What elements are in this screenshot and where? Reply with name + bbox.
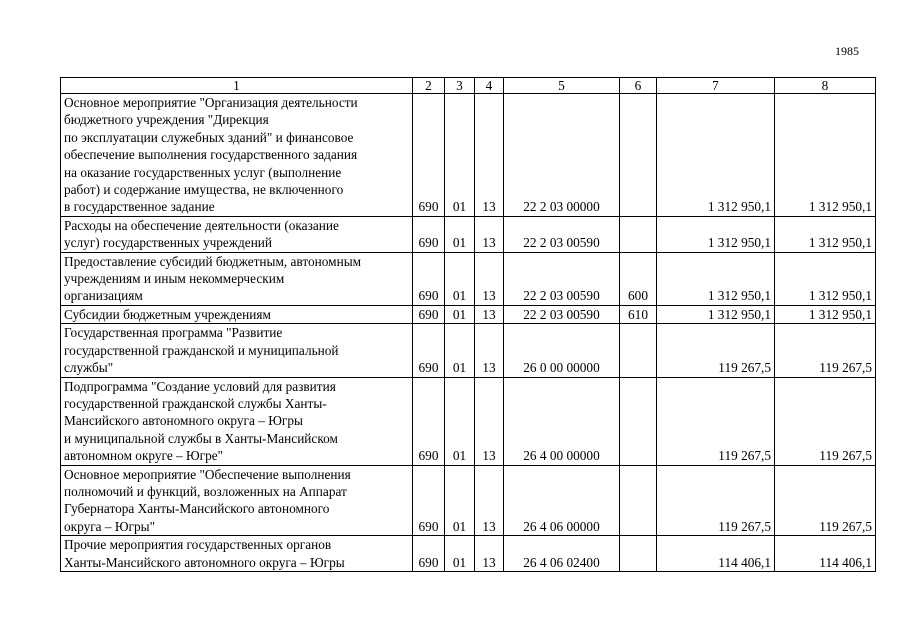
description-line: организациям	[64, 288, 143, 304]
target-article-cell: 22 2 03 00590	[504, 305, 620, 323]
header-cell: 5	[504, 78, 620, 94]
description-line: округа – Югры"	[64, 518, 156, 534]
amount-cell: 1 312 950,1	[775, 252, 876, 305]
expense-type-cell	[620, 216, 657, 252]
table-row	[61, 324, 876, 377]
subsection-code-cell: 13	[475, 536, 504, 572]
subsection-code-cell: 13	[475, 465, 504, 536]
description-line: по эксплуатации служебных зданий" и финансовое	[64, 129, 354, 145]
table-body	[61, 94, 876, 572]
amount-cell: 114 406,1	[657, 536, 775, 572]
description-line: обеспечение выполнения государственного задания	[64, 147, 358, 163]
description-line: учреждениям и иным некоммерческим	[64, 271, 285, 287]
amount-cell: 1 312 950,1	[657, 252, 775, 305]
description-line: Основное мероприятие "Обеспечение выполнения	[64, 466, 351, 482]
admin-code-cell: 690	[413, 324, 445, 377]
header-cell: 7	[657, 78, 775, 94]
section-code-cell: 01	[445, 252, 475, 305]
row-description	[61, 377, 413, 465]
description-line: и муниципальной службы в Ханты-Мансийском	[64, 430, 338, 446]
header-cell: 1	[61, 78, 413, 94]
amount-cell: 119 267,5	[775, 377, 876, 465]
admin-code-cell: 690	[413, 465, 445, 536]
amount-cell: 1 312 950,1	[775, 94, 876, 217]
description-line: Подпрограмма "Создание условий для развития	[64, 378, 336, 394]
row-description	[61, 536, 413, 572]
table-row	[61, 377, 876, 465]
description-line: работ) и содержание имущества, не включенного	[64, 182, 344, 198]
table-row	[61, 305, 876, 323]
description-line: полномочий и функций, возложенных на Аппарат	[64, 483, 347, 499]
description-line: в государственное задание	[64, 199, 215, 215]
admin-code-cell: 690	[413, 305, 445, 323]
expense-type-cell	[620, 377, 657, 465]
header-cell: 6	[620, 78, 657, 94]
section-code-cell: 01	[445, 94, 475, 217]
section-code-cell: 01	[445, 305, 475, 323]
amount-cell: 1 312 950,1	[775, 216, 876, 252]
subsection-code-cell: 13	[475, 305, 504, 323]
description-line: Государственная программа "Развитие	[64, 325, 283, 341]
target-article-cell: 26 4 06 00000	[504, 465, 620, 536]
target-article-cell: 26 0 00 00000	[504, 324, 620, 377]
subsection-code-cell: 13	[475, 324, 504, 377]
admin-code-cell: 690	[413, 377, 445, 465]
admin-code-cell: 690	[413, 216, 445, 252]
amount-cell: 119 267,5	[775, 324, 876, 377]
description-line: Ханты-Мансийского автономного округа – Югры	[64, 554, 345, 570]
expense-type-cell	[620, 465, 657, 536]
row-description	[61, 324, 413, 377]
target-article-cell: 22 2 03 00000	[504, 94, 620, 217]
table-header-row	[61, 78, 876, 94]
description-line: Основное мероприятие "Организация деятельности	[64, 95, 358, 110]
row-description	[61, 94, 413, 217]
description-line: на оказание государственных услуг (выполнение	[64, 164, 342, 180]
table-row	[61, 252, 876, 305]
row-description	[61, 216, 413, 252]
expense-type-cell	[620, 536, 657, 572]
description-line: бюджетного учреждения "Дирекция	[64, 112, 269, 128]
subsection-code-cell: 13	[475, 377, 504, 465]
subsection-code-cell: 13	[475, 94, 504, 217]
description-line: Губернатора Ханты-Мансийского автономного	[64, 501, 330, 517]
amount-cell: 1 312 950,1	[657, 216, 775, 252]
description-line: Предоставление субсидий бюджетным, автономным	[64, 253, 362, 269]
header-cell: 8	[775, 78, 876, 94]
admin-code-cell: 690	[413, 536, 445, 572]
description-line: государственной гражданской службы Ханты-	[64, 395, 327, 411]
subsection-code-cell: 13	[475, 216, 504, 252]
description-line: Расходы на обеспечение деятельности (оказание	[64, 217, 339, 233]
table-row	[61, 536, 876, 572]
amount-cell: 119 267,5	[657, 324, 775, 377]
header-cell: 4	[475, 78, 504, 94]
row-description	[61, 305, 413, 323]
description-line: услуг) государственных учреждений	[64, 235, 273, 251]
page-number: 1985	[835, 44, 859, 58]
row-description	[61, 465, 413, 536]
target-article-cell: 26 4 00 00000	[504, 377, 620, 465]
budget-table	[60, 77, 876, 572]
target-article-cell: 22 2 03 00590	[504, 216, 620, 252]
target-article-cell: 26 4 06 02400	[504, 536, 620, 572]
description-line: Мансийского автономного округа – Югры	[64, 413, 303, 429]
description-line: Прочие мероприятия государственных органов	[64, 537, 332, 553]
amount-cell: 119 267,5	[657, 465, 775, 536]
amount-cell: 119 267,5	[775, 465, 876, 536]
row-description	[61, 252, 413, 305]
header-cell: 2	[413, 78, 445, 94]
admin-code-cell: 690	[413, 94, 445, 217]
expense-type-cell	[620, 94, 657, 217]
section-code-cell: 01	[445, 216, 475, 252]
section-code-cell: 01	[445, 465, 475, 536]
admin-code-cell: 690	[413, 252, 445, 305]
expense-type-cell: 610	[620, 305, 657, 323]
description-line: службы"	[64, 360, 114, 376]
expense-type-cell	[620, 324, 657, 377]
amount-cell: 1 312 950,1	[657, 94, 775, 217]
section-code-cell: 01	[445, 536, 475, 572]
table-row	[61, 216, 876, 252]
description-line: Субсидии бюджетным учреждениям	[64, 306, 271, 322]
subsection-code-cell: 13	[475, 252, 504, 305]
amount-cell: 1 312 950,1	[657, 305, 775, 323]
description-line: автономном округе – Югре"	[64, 448, 224, 464]
description-line: государственной гражданской и муниципальной	[64, 342, 339, 358]
expense-type-cell: 600	[620, 252, 657, 305]
target-article-cell: 22 2 03 00590	[504, 252, 620, 305]
table-row	[61, 465, 876, 536]
header-cell: 3	[445, 78, 475, 94]
amount-cell: 114 406,1	[775, 536, 876, 572]
section-code-cell: 01	[445, 324, 475, 377]
section-code-cell: 01	[445, 377, 475, 465]
amount-cell: 1 312 950,1	[775, 305, 876, 323]
table-row	[61, 94, 876, 217]
amount-cell: 119 267,5	[657, 377, 775, 465]
